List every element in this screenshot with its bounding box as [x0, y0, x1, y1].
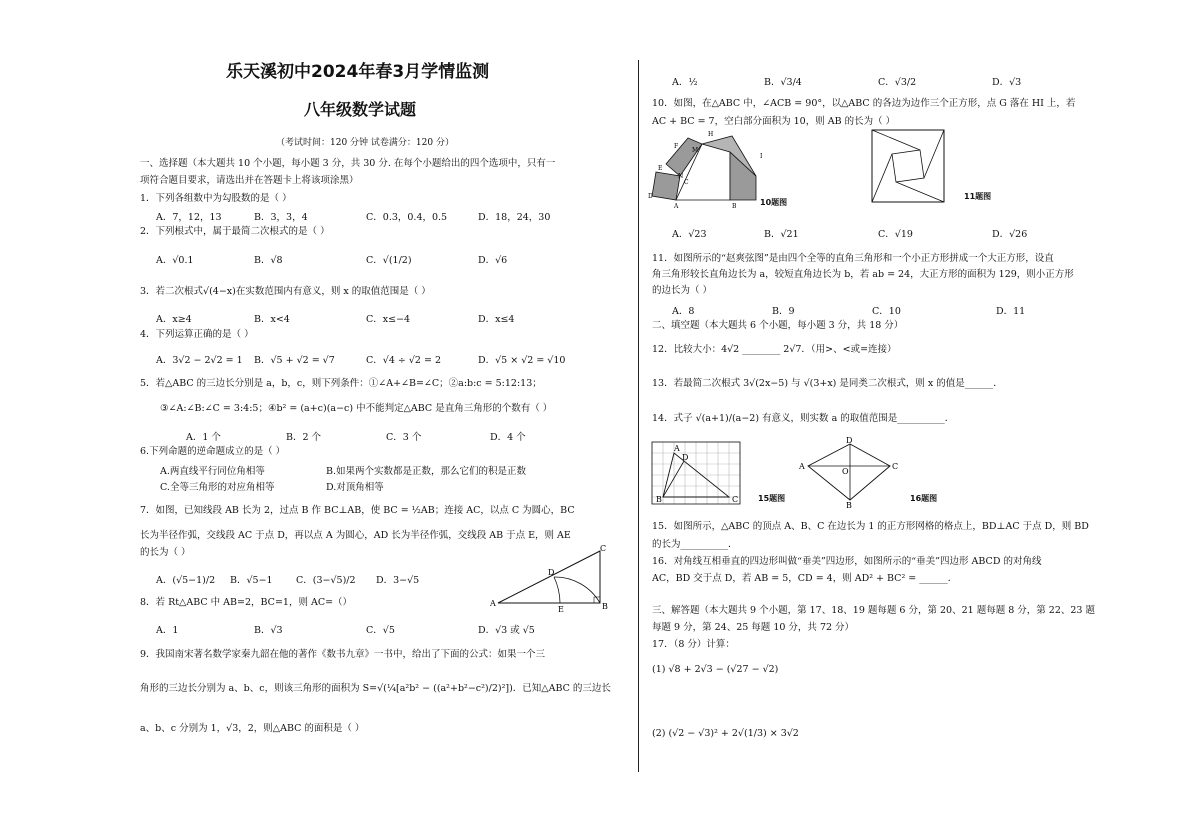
q9-option-d[interactable]: D．√3 [992, 77, 1022, 88]
q4-option-b[interactable]: B．√5 + √2 = √7 [254, 355, 335, 366]
q4-option-a[interactable]: A．3√2 − 2√2 = 1 [156, 355, 243, 366]
svg-text:M: M [692, 147, 699, 154]
q10-option-d[interactable]: D．√26 [992, 229, 1028, 240]
svg-text:C: C [600, 545, 607, 553]
svg-text:A: A [674, 203, 679, 210]
q9-stem-3: a、b、c 分别为 1，√3，2，则△ABC 的面积是（ ） [140, 723, 365, 734]
svg-text:F: F [674, 143, 679, 150]
q8-stem: 8．若 Rt△ABC 中 AB=2，BC=1，则 AC=（） [140, 597, 353, 608]
q10-option-c[interactable]: C．√19 [878, 229, 913, 240]
q7-option-d[interactable]: D．3−√5 [376, 575, 420, 586]
q9-stem-1: 9．我国南宋著名数学家秦九韶在他的著作《数书九章》一书中，给出了下面的公式：如果一个三 [140, 649, 546, 660]
q7-stem-1: 7．如图，已知线段 AB 长为 2，过点 B 作 BC⊥AB，使 BC = ½AB；连接 AC，以点 C 为圆心，BC [140, 505, 575, 516]
q1-stem: 1．下列各组数中为勾股数的是（ ） [140, 193, 292, 204]
svg-text:C: C [892, 462, 899, 471]
q15-stem-2: 的长为__________． [652, 539, 738, 550]
exam-info: （考试时间：120 分钟 试卷满分：120 分） [276, 138, 454, 148]
svg-text:O: O [842, 467, 849, 476]
q6-option-c[interactable]: C.全等三角形的对应角相等 [160, 482, 275, 493]
q2-option-a[interactable]: A．√0.1 [156, 255, 194, 266]
svg-text:C: C [684, 179, 689, 186]
q1-option-a[interactable]: A．7，12，13 [156, 212, 222, 223]
q10-figure-caption: 10题图 [760, 198, 788, 207]
q13-text: 13．若最简二次根式 3√(2x−5) 与 √(3+x) 是同类二次根式，则 x 的值是______． [652, 378, 1003, 389]
q11-stem-1: 11．如图所示的“赵爽弦图”是由四个全等的直角三角形和一个小正方形拼成一个大正方形，设直 [652, 253, 1054, 264]
svg-text:B: B [846, 501, 852, 508]
q16-figure-caption: 16题图 [910, 494, 938, 503]
q10-option-b[interactable]: B．√21 [764, 229, 799, 240]
exam-title: 乐天溪初中2024年春3月学情监测 [226, 62, 490, 82]
q4-option-d[interactable]: D．√5 × √2 = √10 [478, 355, 566, 366]
svg-text:E: E [658, 165, 663, 172]
q15-figure-caption: 15题图 [758, 494, 786, 503]
q11-figure-caption: 11题图 [964, 192, 992, 201]
svg-text:A: A [799, 462, 805, 471]
q16-figure [794, 436, 904, 508]
q5-option-d[interactable]: D．4 个 [490, 432, 526, 443]
q14-text: 14．式子 √(a+1)/(a−2) 有意义，则实数 a 的取值范围是__________． [652, 413, 955, 424]
q5-stem-1: 5．若△ABC 的三边长分别是 a，b，c，则下列条件：①∠A+∠B=∠C；②a:b:c = 5:12:13； [140, 378, 542, 389]
q11-option-b[interactable]: B．9 [772, 306, 795, 317]
q11-option-d[interactable]: D．11 [996, 306, 1026, 317]
q9-option-a[interactable]: A．½ [672, 77, 698, 88]
section3-heading-2: 每题 9 分，第 24、25 每题 10 分，共 72 分） [652, 622, 855, 633]
svg-text:C: C [732, 495, 739, 504]
q10-stem-2: AC + BC = 7，空白部分面积为 10，则 AB 的长为（ ） [652, 116, 896, 127]
q17-part-1: (1) √8 + 2√3 − (√27 − √2) [652, 664, 779, 675]
q15-stem-1: 15．如图所示，△ABC 的顶点 A、B、C 在边长为 1 的正方形网格的格点上，BD⊥AC 于点 D，则 BD [652, 521, 1089, 532]
svg-text:E: E [558, 605, 564, 613]
q7-stem-2: 长为半径作弧，交线段 AC 于点 D，再以点 A 为圆心，AD 长为半径作弧，交线段 AB 于点 E，则 AE [140, 530, 571, 541]
q2-option-c[interactable]: C．√(1/2) [366, 255, 412, 266]
svg-text:A: A [490, 599, 496, 608]
q3-stem: 3．若二次根式√(4−x)在实数范围内有意义，则 x 的取值范围是（ ） [140, 286, 431, 297]
q10-option-a[interactable]: A．√23 [672, 229, 707, 240]
exam-subtitle: 八年级数学试题 [304, 100, 417, 119]
q6-option-d[interactable]: D.对顶角相等 [326, 482, 384, 493]
q3-option-b[interactable]: B．x<4 [254, 314, 290, 325]
q5-option-b[interactable]: B．2 个 [286, 432, 322, 443]
q6-stem: 6.下列命题的逆命题成立的是（ ） [140, 446, 286, 457]
q1-option-c[interactable]: C．0.3，0.4，0.5 [366, 212, 448, 223]
section2-heading: 二、填空题（本大题共 6 个小题，每小题 3 分，共 18 分） [652, 320, 904, 331]
q9-option-b[interactable]: B．√3/4 [764, 77, 802, 88]
q5-option-c[interactable]: C．3 个 [386, 432, 422, 443]
svg-text:D: D [846, 436, 853, 445]
svg-text:B: B [656, 495, 662, 504]
q7-option-b[interactable]: B．√5−1 [230, 575, 273, 586]
q7-option-c[interactable]: C．(3−√5)/2 [296, 575, 356, 586]
q11-option-c[interactable]: C．10 [872, 306, 901, 317]
q9-option-c[interactable]: C．√3/2 [878, 77, 917, 88]
svg-text:D: D [682, 453, 689, 462]
svg-text:B: B [602, 602, 608, 611]
q10-stem-1: 10．如图，在△ABC 中，∠ACB = 90°，以△ABC 的各边为边作三个正方形，点 G 落在 HI 上，若 [652, 98, 1076, 109]
q4-option-c[interactable]: C．√4 ÷ √2 = 2 [366, 355, 442, 366]
section3-heading-1: 三、解答题（本大题共 9 个小题，第 17、18、19 题每题 6 分，第 20、21 题每题 8 分，第 22、23 题 [652, 605, 1095, 616]
q3-option-d[interactable]: D．x≤4 [478, 314, 515, 325]
q5-stem-2: ③∠A:∠B:∠C = 3:4:5；④b² = (a+c)(a−c) 中不能判定△ABC 是直角三角形的个数有（ ） [160, 403, 553, 414]
svg-text:A: A [674, 444, 680, 453]
q7-figure [490, 545, 612, 613]
q4-stem: 4．下列运算正确的是（ ） [140, 329, 254, 340]
q17-part-2: (2) (√2 − √3)² + 2√(1/3) × 3√2 [652, 728, 799, 739]
q11-stem-3: 的边长为（ ） [652, 285, 713, 296]
q8-option-c[interactable]: C．√5 [366, 625, 395, 636]
q3-option-c[interactable]: C．x≤−4 [366, 314, 411, 325]
q9-stem-2: 角形的三边长分别为 a、b、c，则该三角形的面积为 S=√(¼[a²b² − ((a²+b²−c²)/2)²])．已知△ABC 的三边长 [140, 683, 611, 694]
q10-figure [648, 128, 766, 216]
section1-heading-2: 项符合题目要求，请选出并在答题卡上将该项涂黑） [140, 175, 359, 186]
q6-option-a[interactable]: A.两直线平行同位角相等 [160, 466, 265, 477]
svg-text:D: D [548, 568, 555, 577]
q16-stem-2: AC，BD 交于点 D，若 AB = 5，CD = 4，则 AD² + BC² = ______． [652, 573, 958, 584]
q11-figure [870, 128, 946, 204]
q2-option-d[interactable]: D．√6 [478, 255, 508, 266]
svg-text:D: D [648, 193, 653, 200]
q2-stem: 2．下列根式中，属于最简二次根式的是（ ） [140, 226, 330, 237]
q1-option-d[interactable]: D．18，24，30 [478, 212, 551, 223]
q11-stem-2: 角三角形较长直角边长为 a，较短直角边长为 b，若 ab = 24，大正方形的面积为 129，则小正方形 [652, 269, 1074, 280]
svg-text:B: B [732, 203, 737, 210]
q8-option-b[interactable]: B．√3 [254, 625, 283, 636]
q3-option-a[interactable]: A．x≥4 [156, 314, 192, 325]
q17-stem: 17．（8 分）计算： [652, 639, 735, 650]
q11-option-a[interactable]: A．8 [672, 306, 695, 317]
q7-stem-3: 的长为（ ） [140, 547, 191, 558]
svg-text:N: N [678, 173, 684, 180]
q8-option-d[interactable]: D．√3 或 √5 [478, 625, 535, 636]
section1-heading: 一、选择题（本大题共 10 个小题，每小题 3 分，共 30 分. 在每个小题给出的四个选项中，只有一 [140, 158, 556, 169]
q12-text: 12．比较大小：4√2 ________ 2√7．（用>、<或=连接） [652, 344, 897, 355]
column-divider [638, 60, 639, 772]
q1-option-b[interactable]: B．3，3，4 [254, 212, 308, 223]
q16-stem-1: 16．对角线互相垂直的四边形叫做“垂美”四边形，如图所示的“垂美”四边形 ABCD 的对角线 [652, 556, 1042, 567]
svg-text:I: I [760, 153, 763, 160]
q6-option-b[interactable]: B.如果两个实数都是正数，那么它们的积是正数 [326, 466, 527, 477]
q15-figure [650, 440, 742, 506]
q2-option-b[interactable]: B．√8 [254, 255, 283, 266]
svg-text:H: H [708, 131, 714, 138]
q8-option-a[interactable]: A．1 [156, 625, 179, 636]
q7-option-a[interactable]: A．(√5−1)/2 [156, 575, 216, 586]
q5-option-a[interactable]: A．1 个 [186, 432, 221, 443]
